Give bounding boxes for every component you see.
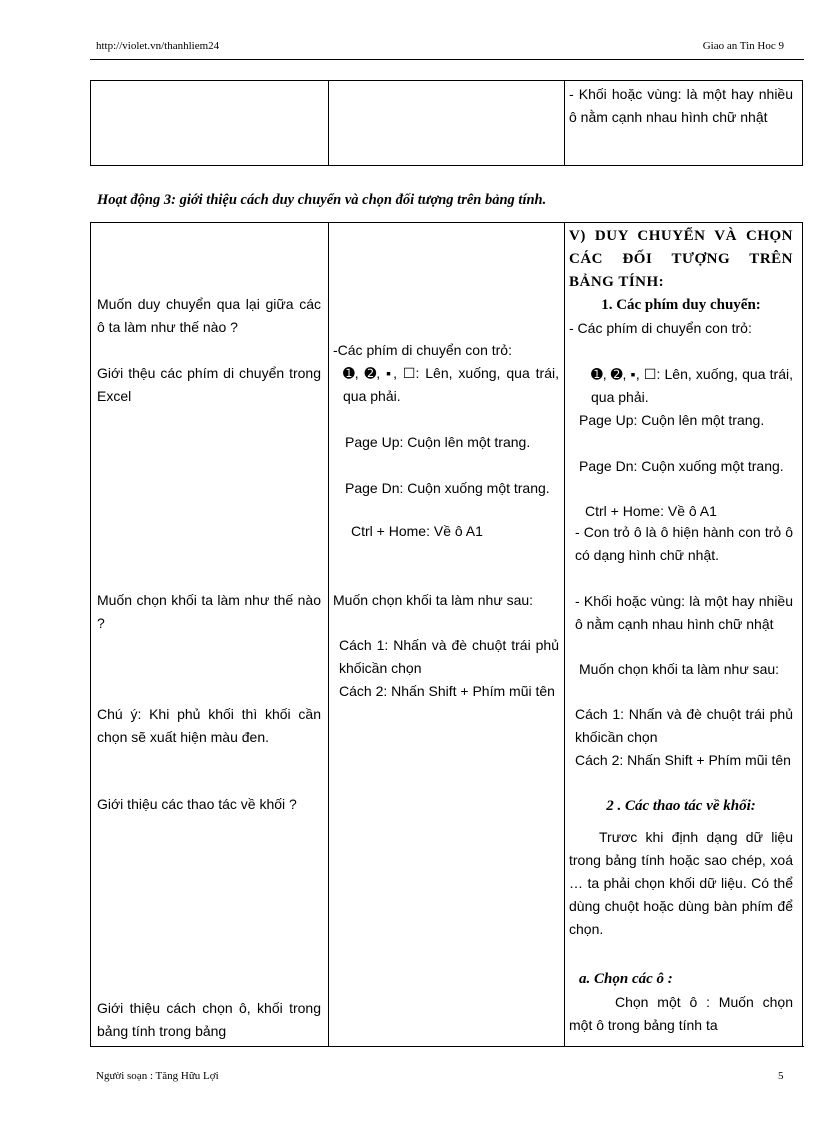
ctrl-home-text: Ctrl + Home: Về ô A1: [351, 523, 483, 539]
cursor-definition: - Con trỏ ô là ô hiện hành con trỏ ô có dạng hình chữ nhật.: [575, 524, 793, 563]
select-way-2-content: Cách 2: Nhấn Shift + Phím mũi tên: [575, 752, 791, 768]
lesson-table: [90, 222, 803, 1047]
subsection-a-title: a. Chọn các ô :: [579, 971, 673, 987]
activity-heading: Hoạt động 3: giới thiệu cách duy chuyển và chọn đối tượng trên bảng tính.: [97, 192, 547, 208]
intro-select-cells: Giới thiệu cách chọn ô, khối trong bảng tính trong bảng: [97, 1000, 321, 1039]
subsection-2-title: 2 . Các thao tác về khối:: [606, 798, 756, 814]
table-continuation: [90, 80, 803, 166]
page-up-label: Page Up: Cuộn lên một trang.: [345, 434, 531, 450]
column-divider: [564, 81, 565, 165]
intro-move-keys: Giới thệu các phím di chuyển trong Excel: [97, 365, 321, 404]
select-way-2: Cách 2: Nhấn Shift + Phím mũi tên: [339, 683, 555, 699]
keys-intro-content: - Các phím di chuyển con trỏ:: [569, 320, 752, 336]
question-select-block: Muốn chọn khối ta làm như thế nào ?: [97, 592, 321, 631]
note-selection: Chú ý: Khi phủ khối thì khối cần chọn sẽ xuất hiện màu đen.: [97, 706, 321, 745]
header-title: Giao an Tin Hoc 9: [702, 40, 784, 52]
section-title: V) DUY CHUYỂN VÀ CHỌN CÁC ĐỐI TƯỢNG TRÊN BẢNG TÍNH:: [569, 228, 793, 290]
question-move-cells: Muốn duy chuyển qua lại giữa các ô ta làm như thế nào ?: [97, 296, 321, 335]
footer-author: Người soạn : Tăng Hữu Lợi: [96, 1070, 219, 1082]
select-way-1-content: Cách 1: Nhấn và đè chuột trái phủ khốicần chọn: [575, 706, 793, 745]
column-divider: [328, 223, 329, 1047]
block-ops-paragraph: Trươc khi định dạng dữ liệu trong bảng tính hoặc sao chép, xoá … ta phải chọn khối dữ liệu. Có thể dùng chuột hoặc dùng bàn phím để chọn.: [569, 829, 793, 937]
question-block-ops: Giới thiệu các thao tác về khối ?: [97, 796, 297, 812]
page-down-content: Page Dn: Cuộn xuống một trang.: [579, 458, 784, 474]
select-way-1: Cách 1: Nhấn và đè chuột trái phủ khốicần chọn: [339, 637, 559, 676]
arrow-keys-content: ➊, ➋, ▪, ☐: Lên, xuống, qua trái, qua phải.: [591, 366, 793, 405]
select-intro: Muốn chọn khối ta làm như sau:: [333, 592, 534, 608]
header-rule: [90, 59, 804, 60]
page-up-content: Page Up: Cuộn lên một trang.: [579, 412, 765, 428]
page-down-text: Page Dn: Cuộn xuống một trang.: [345, 480, 550, 496]
subsection-1-label: 1. Các phím duy chuyển:: [601, 297, 761, 313]
block-definition-text: - Khối hoặc vùng: là một hay nhiều ô nằm cạnh nhau hình chữ nhật: [569, 86, 793, 125]
subsection-1-title: [569, 294, 793, 317]
footer-rule: [90, 1046, 804, 1047]
header-url: http://violet.vn/thanhliem24: [96, 40, 220, 52]
arrow-keys: ➊, ➋, ▪, ☐: Lên, xuống, qua trái, qua phải.: [343, 365, 559, 404]
select-one-cell: Chọn một ô : Muốn chọn một ô trong bảng tính ta: [569, 994, 793, 1033]
column-divider: [328, 81, 329, 165]
ctrl-home-content: Ctrl + Home: Về ô A1: [585, 503, 717, 519]
keys-intro: -Các phím di chuyển con trỏ:: [333, 342, 512, 358]
block-definition: - Khối hoặc vùng: là một hay nhiều ô nằm cạnh nhau hình chữ nhật: [575, 593, 793, 632]
page-up-text: [333, 431, 559, 454]
select-intro-content: Muốn chọn khối ta làm như sau:: [579, 661, 780, 677]
page-number: 5: [778, 1070, 784, 1082]
column-divider: [564, 223, 565, 1047]
